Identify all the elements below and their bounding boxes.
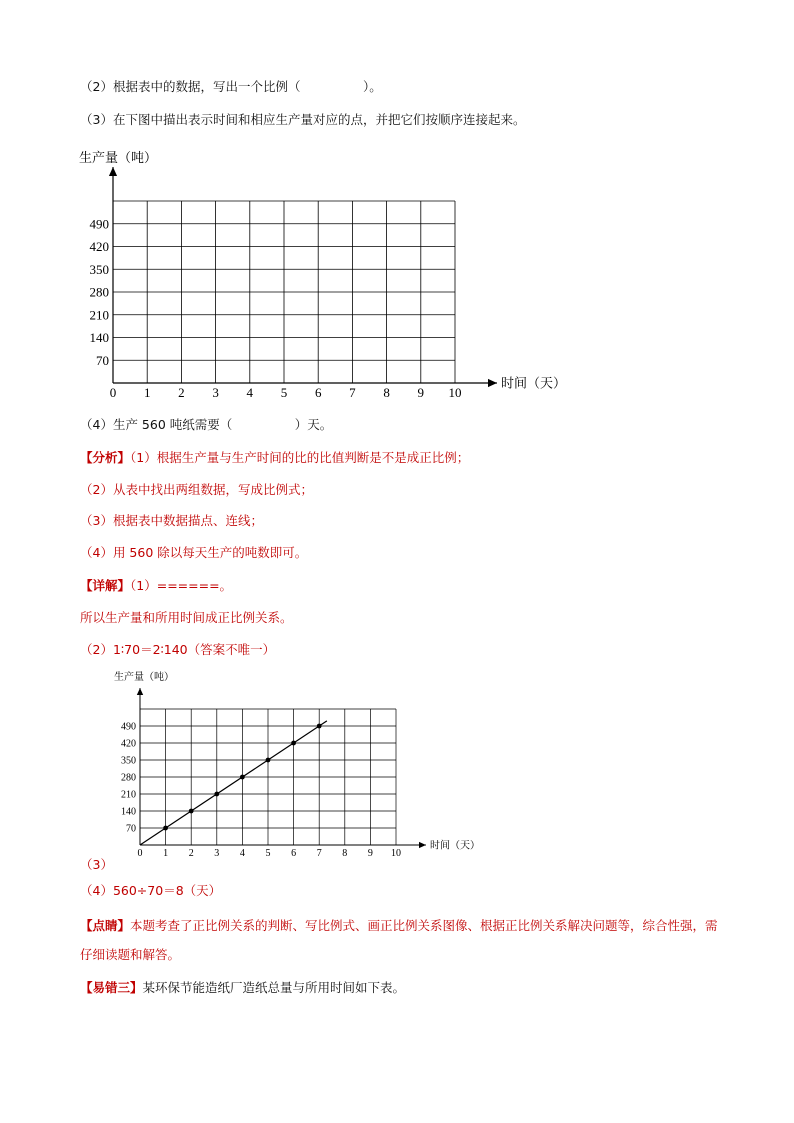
series-line (140, 721, 327, 845)
y-tick-label: 140 (121, 806, 136, 818)
detail-answer-2: （2）1∶70＝2∶140（答案不唯一） (80, 642, 276, 657)
x-tick-label: 3 (214, 848, 220, 859)
data-point (163, 826, 168, 831)
y-tick-label: 140 (89, 330, 109, 346)
question-4: （4）生产 560 吨纸需要（ ）天。 (80, 417, 333, 432)
data-point (266, 758, 271, 763)
x-tick-label: 4 (239, 848, 245, 859)
analysis-line-4: （4）用 560 除以每天生产的吨数即可。 (80, 545, 308, 560)
y-tick-label: 420 (89, 239, 109, 255)
analysis-line-2: （2）从表中找出两组数据，写成比例式； (80, 482, 313, 497)
x-tick-label: 9 (367, 848, 373, 859)
analysis-tag: 【分析】 (80, 450, 131, 465)
analysis-line-3: （3）根据表中数据描点、连线； (80, 513, 263, 528)
x-tick-label: 7 (349, 385, 356, 400)
x-tick-label: 10 (448, 385, 462, 400)
x-tick-label: 8 (342, 848, 348, 859)
x-tick-label: 5 (280, 385, 288, 400)
y-tick-label: 70 (126, 823, 136, 835)
y-axis-label: 生产量（吨） (114, 672, 174, 683)
question-3: （3）在下图中描出表示时间和相应生产量对应的点，并把它们按顺序连接起来。 (80, 112, 526, 127)
x-tick-label: 10 (391, 848, 401, 859)
x-tick-label: 7 (316, 848, 322, 859)
answer-chart (106, 666, 486, 861)
y-tick-label: 490 (121, 721, 136, 733)
next-item: 【易错三】某环保节能造纸厂造纸总量与所用时间如下表。 (80, 980, 406, 995)
detail-tag: 【详解】 (80, 578, 131, 593)
y-tick-label: 350 (89, 261, 109, 277)
data-point (317, 724, 322, 729)
x-axis-label: 时间（天） (430, 840, 480, 852)
x-tick-label: 1 (163, 848, 169, 859)
x-tick-label: 3 (212, 385, 219, 400)
x-axis-arrow (488, 379, 497, 387)
comment-paragraph: 【点睛】本题考查了正比例关系的判断、写比例式、画正比例关系图像、根据正比例关系解决问题等，综合性强，需仔细读题和解答。 (80, 918, 718, 962)
detail-answer-4: （4）560÷70＝8（天） (80, 883, 222, 898)
y-tick-label: 70 (96, 352, 109, 368)
data-point (291, 741, 296, 746)
next-item-tag: 【易错三】 (80, 980, 143, 995)
detail-line-1: 【详解】（1）======。 (80, 578, 233, 593)
y-axis-arrow (109, 167, 117, 176)
x-tick-label: 4 (246, 385, 254, 400)
question-2: （2）根据表中的数据，写出一个比例（ ）。 (80, 79, 382, 94)
y-tick-label: 490 (89, 216, 109, 232)
x-tick-label: 0 (109, 385, 117, 400)
y-axis-label: 生产量（吨） (79, 151, 158, 166)
x-tick-label: 2 (178, 385, 185, 400)
data-point (240, 775, 245, 780)
x-tick-label: 6 (314, 385, 322, 400)
detail-line-2: 所以生产量和所用时间成正比例关系。 (80, 610, 293, 625)
data-point (214, 792, 219, 797)
x-tick-label: 1 (143, 385, 151, 400)
blank-chart (72, 145, 572, 400)
x-tick-label: 6 (291, 848, 297, 859)
x-tick-label: 0 (137, 848, 143, 859)
analysis-line-1: 【分析】（1）根据生产量与生产时间的比的比值判断是不是成正比例； (80, 450, 470, 465)
y-tick-label: 350 (121, 755, 136, 767)
comment-tag: 【点睛】 (80, 918, 131, 933)
data-point (189, 809, 194, 814)
x-tick-label: 2 (188, 848, 194, 859)
x-axis-label: 时间（天） (501, 376, 567, 392)
y-tick-label: 210 (89, 307, 109, 323)
detail-answer-3: （3） (80, 857, 113, 872)
x-axis-arrow (419, 842, 426, 848)
y-tick-label: 210 (121, 789, 136, 801)
x-tick-label: 8 (383, 385, 390, 400)
x-tick-label: 9 (417, 385, 425, 400)
y-tick-label: 420 (121, 738, 136, 750)
x-tick-label: 5 (265, 848, 271, 859)
y-tick-label: 280 (89, 284, 109, 300)
y-tick-label: 280 (121, 772, 136, 784)
y-axis-arrow (137, 688, 143, 695)
